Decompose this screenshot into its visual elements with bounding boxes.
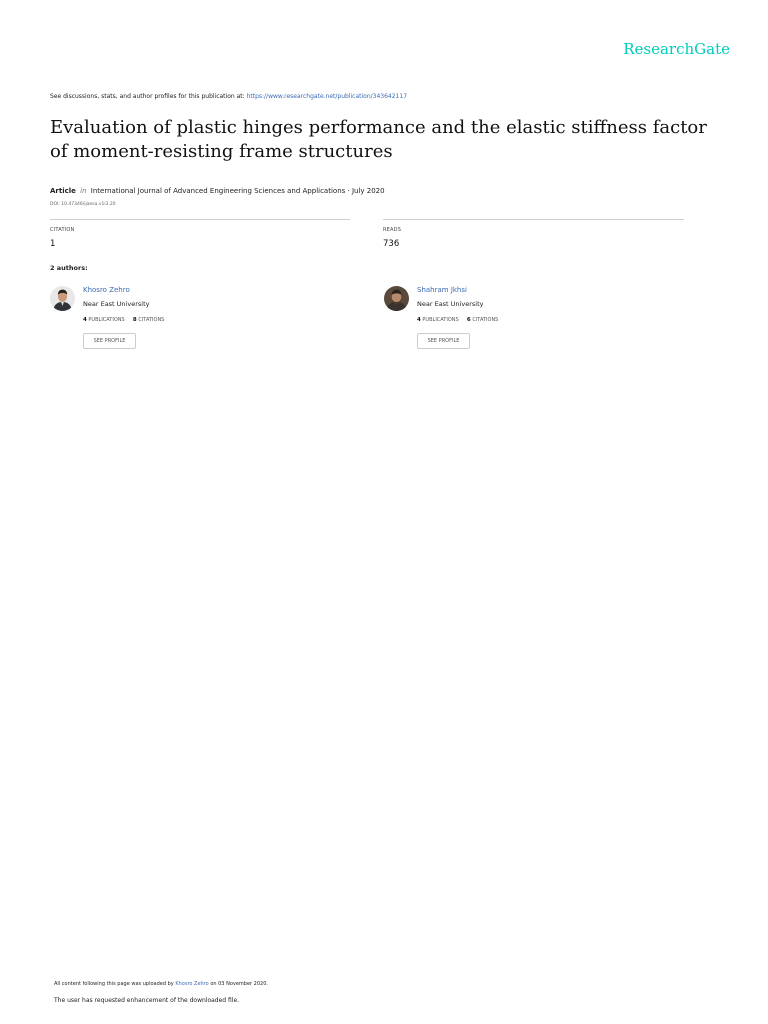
publications-label: PUBLICATIONS	[422, 317, 459, 323]
publications-count: 4	[83, 317, 87, 323]
author-name-link[interactable]: Khosro Zehro	[83, 286, 130, 294]
citation-count: 1	[50, 239, 56, 249]
publication-url-link[interactable]: https://www.researchgate.net/publication/343642117	[246, 93, 408, 100]
author-institution: Near East University	[417, 300, 484, 308]
citations-label: CITATIONS	[472, 317, 499, 323]
authors-heading: 2 authors:	[50, 264, 88, 272]
author-card	[384, 286, 684, 356]
citations-label: CITATIONS	[138, 317, 165, 323]
upload-prefix: All content following this page was uploaded by	[54, 981, 174, 987]
citations-count: 6	[466, 317, 471, 323]
divider-right	[383, 219, 684, 220]
journal-name: International Journal of Advanced Engineering Sciences and Applications · July 2020	[90, 187, 385, 195]
upload-suffix: on 03 November 2020.	[210, 981, 268, 987]
author-card	[50, 286, 350, 356]
publications-count: 4	[417, 317, 421, 323]
author-name-link[interactable]: Shahram Jkhsi	[417, 286, 467, 294]
discussion-line	[50, 93, 407, 100]
publication-in: in	[80, 187, 87, 195]
publication-meta	[50, 187, 385, 195]
uploader-link[interactable]: Khosro Zehro	[175, 981, 209, 987]
reads-count: 736	[383, 239, 400, 249]
divider-left	[50, 219, 350, 220]
citation-label: CITATION	[50, 227, 75, 233]
publication-type: Article	[50, 187, 76, 195]
enhancement-note: The user has requested enhancement of the downloaded file.	[54, 997, 240, 1004]
see-profile-button[interactable]: SEE PROFILE	[417, 333, 470, 349]
author-stats	[83, 317, 164, 323]
avatar[interactable]	[50, 286, 75, 311]
author-stats	[417, 317, 498, 323]
upload-note	[54, 981, 268, 987]
person-photo-icon	[50, 286, 75, 311]
publications-label: PUBLICATIONS	[88, 317, 125, 323]
discussion-prefix: See discussions, stats, and author profiles for this publication at:	[50, 93, 245, 100]
avatar[interactable]	[384, 286, 409, 311]
citations-count: 8	[132, 317, 137, 323]
author-institution: Near East University	[83, 300, 150, 308]
researchgate-logo[interactable]: ResearchGate	[623, 40, 730, 58]
see-profile-button[interactable]: SEE PROFILE	[83, 333, 136, 349]
person-photo-icon	[384, 286, 409, 311]
publication-title: Evaluation of plastic hinges performance and the elastic stiffness factor of moment-resisting frame structures	[50, 117, 707, 162]
reads-label: READS	[383, 227, 402, 233]
doi-text: DOI: 10.47346/ijaesa.v1i3.20	[50, 202, 116, 207]
